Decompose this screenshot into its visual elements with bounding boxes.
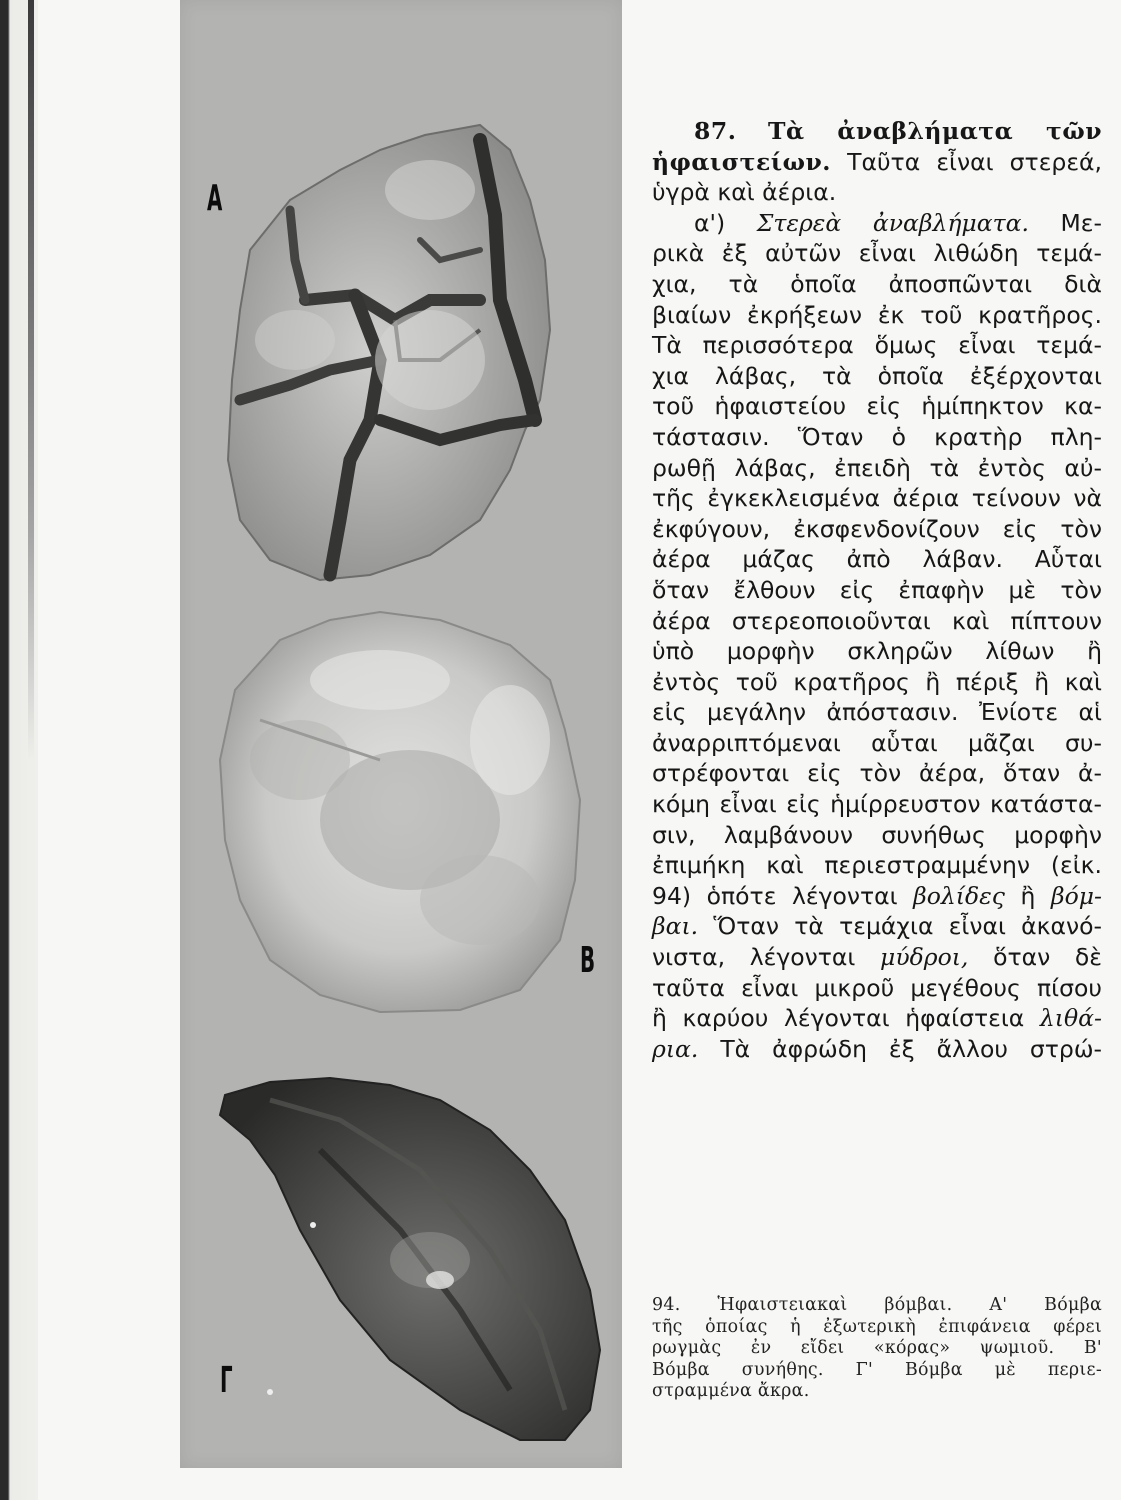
text-line: τάστασιν. Ὅταν ὁ κρατὴρ πλη- [652,422,1102,451]
text-line: στρέφονται εἰς τὸν ἀέρα, ὅταν ἀ- [652,759,1102,788]
text-line: ἐντὸς τοῦ κρατῆρος ἢ πέριξ ἢ καὶ [652,667,1102,696]
section-number: 87. [694,117,737,145]
text-line: ὑγρὰ καὶ ἀέρια. [652,178,837,207]
text-line: ἀέρα μάζας ἀπὸ λάβαν. Αὗται [652,545,1102,574]
term-mydroi: μύδροι, [880,943,969,972]
body-text [652,116,1102,1064]
text-line: ἢ καρύου λέγονται ἡφαίστεια λιθά- [652,1004,1102,1033]
text-line: ρικὰ ἐξ αὐτῶν εἶναι λιθώδη τεμά- [652,239,1102,268]
bomb-a-breadcrust [228,125,550,580]
text-line: ἀναρριπτόμεναι αὗται μᾶζαι συ- [652,728,1102,757]
subsection-heading: α') Στερεὰ ἀναβλήματα. Με- [694,208,1102,237]
text-line: σιν, λαμβάνουν συνήθως μορφὴν [652,820,1102,849]
caption-line: στραμμένα ἄκρα. [652,1381,810,1401]
text-line: ἀέρα στερεοποιοῦνται καὶ πίπτουν [652,606,1102,635]
term-bombs: βόμ- [1051,881,1102,910]
page-binding-shadow [28,0,34,760]
caption-line: τῆς ὁποίας ἡ ἐξωτερικὴ ἐπιφάνεια φέρει [652,1316,1102,1337]
text-line: τῆς ἐγκεκλεισμένα ἀέρια τείνουν νὰ [652,484,1102,513]
text-line: κόμη εἶναι εἰς ἡμίρρευστον κατάστα- [652,790,1102,819]
text-line: χια, τὰ ὁποῖα ἀποσπῶνται διὰ [652,269,1102,298]
text-line: Τὰ περισσότερα ὅμως εἶναι τεμά- [652,331,1102,360]
text-line: ὑπὸ μορφὴν σκληρῶν λίθων ἢ [652,637,1102,666]
volcanic-bombs-photo [180,0,622,1468]
text-line: βιαίων ἐκρήξεων ἐκ τοῦ κρατῆρος. [652,300,1102,329]
text-line: ἐκφύγουν, ἐκσφενδονίζουν εἰς τὸν [652,514,1102,543]
text-line: τοῦ ἡφαιστείου εἰς ἡμίπηκτον κα- [652,392,1102,421]
section-title-part2: ἡφαιστείων. [652,147,831,176]
subsection-title: Στερεὰ ἀναβλήματα. [756,208,1029,237]
bomb-c-twisted [220,1078,600,1440]
text-line: 94) ὁπότε λέγονται βολίδες ἢ βόμ- [652,881,1102,910]
caption-line: ρωγμὰς ἐν εἴδει «κόρας» ψωμιοῦ. Β' [652,1338,1102,1358]
section-heading [652,116,1102,147]
text-line: ὅταν ἔλθουν εἰς ἐπαφὴν μὲ τὸν [652,575,1102,604]
text-line: ρια. Τὰ ἀφρώδη ἐξ ἄλλου στρώ- [652,1034,1102,1063]
caption-line: Βόμβα συνήθης. Γ' Βόμβα μὲ περιε- [652,1359,1102,1380]
figure-label-c: Γ [220,1360,233,1401]
text-line: εἰς μεγάλην ἀπόστασιν. Ἐνίοτε αἱ [652,698,1102,727]
figure-label-b: Β [580,940,596,981]
figure-plate [180,0,622,1468]
section-title-part1: Τὰ ἀναβλήματα τῶν [768,117,1102,145]
bomb-b-ordinary [220,612,580,1012]
figure-caption [652,1295,1102,1403]
text-line: χια λάβας, τὰ ὁποῖα ἐξέρχονται [652,361,1102,390]
figure-label-a: Α [207,178,223,219]
text-line: βαι. Ὅταν τὰ τεμάχια εἶναι ἀκανό- [652,912,1102,941]
text-line: νιστα, λέγονται μύδροι, ὅταν δὲ [652,943,1102,972]
term-bolides: βολίδες [913,881,1005,910]
text-line: ἐπιμήκη καὶ περιεστραμμένην (εἰκ. [652,851,1102,880]
text-line: ρωθῇ λάβας, ἐπειδὴ τὰ ἐντὸς αὐ- [652,453,1102,482]
term-lapilli: λιθά- [1039,1004,1102,1033]
text-line: ἡφαιστείων. Ταῦτα εἶναι στερεά, [652,147,1102,176]
text-line: ταῦτα εἶναι μικροῦ μεγέθους πίσου [652,973,1102,1002]
caption-line: 94. Ἡφαιστειακαὶ βόμβαι. Α' Βόμβα [652,1295,1102,1315]
